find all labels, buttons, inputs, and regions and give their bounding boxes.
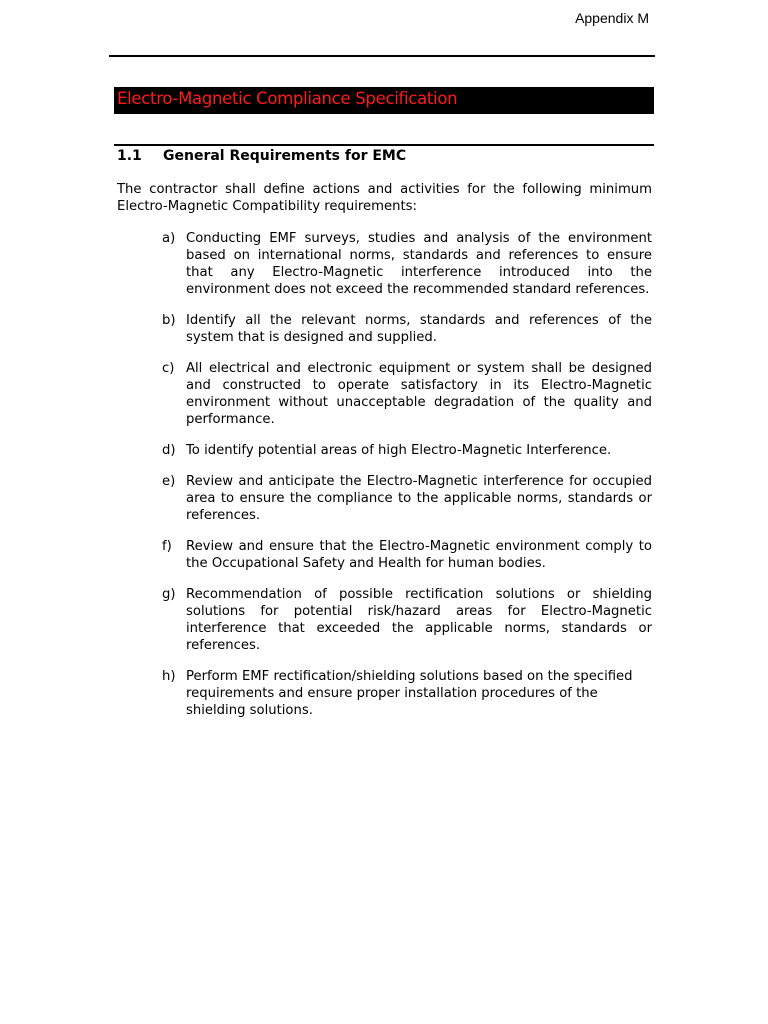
requirement-text: Review and ensure that the Electro-Magnetic environment comply to the Occupational Safety and Health for human bodies.: [186, 539, 652, 571]
requirement-item-c: [162, 360, 652, 428]
header-rule: [109, 55, 655, 57]
requirement-item-a: [162, 230, 652, 298]
requirement-text: Recommendation of possible rectification solutions or shielding solutions for potential risk/hazard areas for Electro-Magnetic interference that exceeded the applicable norms, standards or references.: [186, 587, 652, 653]
requirement-text: Perform EMF rectification/shielding solutions based on the specified requirements and ensure proper installation procedures of the shielding solutions.: [186, 669, 633, 718]
requirement-text: All electrical and electronic equipment or system shall be designed and constructed to operate satisfactory in its Electro-Magnetic environment without unacceptable degradation of the quality and performance.: [186, 361, 652, 427]
document-title: Electro-Magnetic Compliance Specification: [117, 89, 458, 108]
requirements-list: [162, 230, 652, 733]
requirement-item-h: [162, 668, 652, 719]
requirement-item-e: [162, 473, 652, 524]
list-marker: e): [162, 474, 176, 489]
section-number: 1.1: [117, 148, 142, 164]
requirement-text: Conducting EMF surveys, studies and analysis of the environment based on international norms, standards and references to ensure that any Electro-Magnetic interference introduced into the environment does not exceed the recommended standard references.: [186, 231, 652, 297]
list-marker: f): [162, 539, 172, 554]
appendix-label: Appendix M: [575, 10, 649, 26]
requirement-text: To identify potential areas of high Electro-Magnetic Interference.: [186, 443, 612, 458]
requirement-item-b: [162, 312, 652, 346]
requirement-item-f: [162, 538, 652, 572]
requirement-text: Review and anticipate the Electro-Magnetic interference for occupied area to ensure the compliance to the applicable norms, standards or references.: [186, 474, 652, 523]
list-marker: b): [162, 313, 176, 328]
section-heading: [117, 148, 406, 164]
list-marker: a): [162, 231, 176, 246]
section-title: General Requirements for EMC: [163, 148, 407, 164]
list-marker: c): [162, 361, 175, 376]
requirement-item-d: [162, 442, 652, 459]
requirement-text: Identify all the relevant norms, standards and references of the system that is designed and supplied.: [186, 313, 652, 345]
list-marker: h): [162, 669, 176, 684]
list-marker: d): [162, 443, 176, 458]
section-rule: [114, 144, 654, 146]
list-marker: g): [162, 587, 176, 602]
document-title-banner: [114, 87, 654, 114]
intro-paragraph: The contractor shall define actions and activities for the following minimum Electro-Magnetic Compatibility requirements:: [117, 182, 652, 214]
requirement-item-g: [162, 586, 652, 654]
